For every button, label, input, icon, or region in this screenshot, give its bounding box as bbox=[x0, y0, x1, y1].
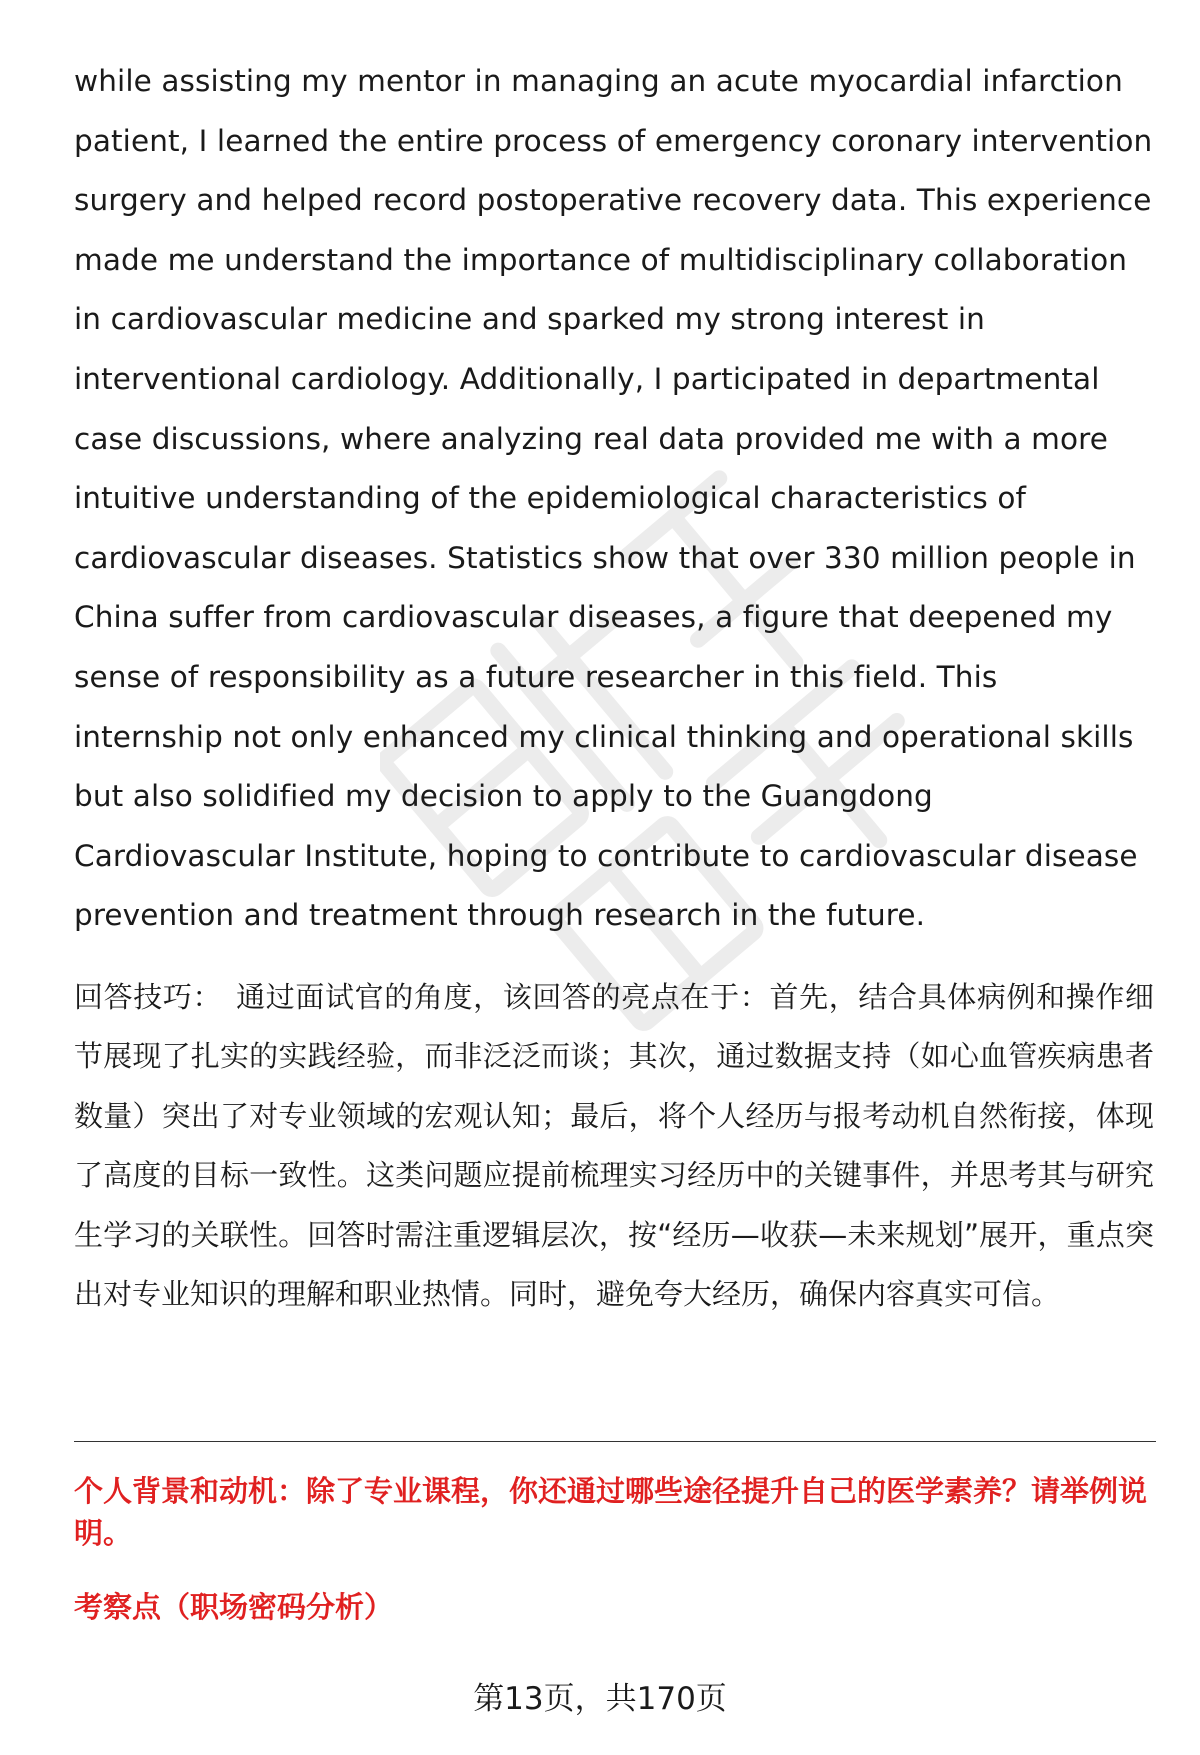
answer-tips-paragraph bbox=[74, 968, 1154, 1325]
exam-point-heading: 考察点（职场密码分析） bbox=[74, 1590, 394, 1624]
section-divider bbox=[74, 1441, 1156, 1442]
answer-tips-label: 回答技巧： bbox=[74, 979, 223, 1014]
answer-tips-text: 通过面试官的角度，该回答的亮点在于：首先，结合具体病例和操作细节展现了扎实的实践经验，而非泛泛而谈；其次，通过数据支持（如心血管疾病患者数量）突出了对专业领域的宏观认知；最后，将个人经历与报考动机自然衔接，体现了高度的目标一致性。这类问题应提前梳理实习经历中的关键事件，并思考其与研究生学习的关联性。回答时需注重逻辑层次，按“经历—收获—未来规划”展开，重点突出对专业知识的理解和职业热情。同时，避免夸大经历，确保内容真实可信。 bbox=[74, 979, 1154, 1312]
main-content bbox=[74, 52, 1154, 1325]
page-number: 第13页，共170页 bbox=[473, 1681, 727, 1717]
english-paragraph: while assisting my mentor in managing an acute myocardial infarction patient, I learned the entire process of emergency coronary intervention surgery and helped record postoperative recovery data. This experience made me understand the importance of multidisciplinary collaboration in cardiovascular medicine and sparked my strong interest in interventional cardiology. Additionally, I participated in departmental case discussions, where analyzing real data provided me with a more intuitive understanding of the epidemiological characteristics of cardiovascular diseases. Statistics show that over 330 million people in China suffer from cardiovascular diseases, a figure that deepened my sense of responsibility as a future researcher in this field. This internship not only enhanced my clinical thinking and operational skills but also solidified my decision to apply to the Guangdong Cardiovascular Institute, hoping to contribute to cardiovascular disease prevention and treatment through research in the future. bbox=[74, 64, 1153, 933]
next-question-heading: 个人背景和动机：除了专业课程，你还通过哪些途径提升自己的医学素养？请举例说明。 bbox=[74, 1474, 1148, 1550]
